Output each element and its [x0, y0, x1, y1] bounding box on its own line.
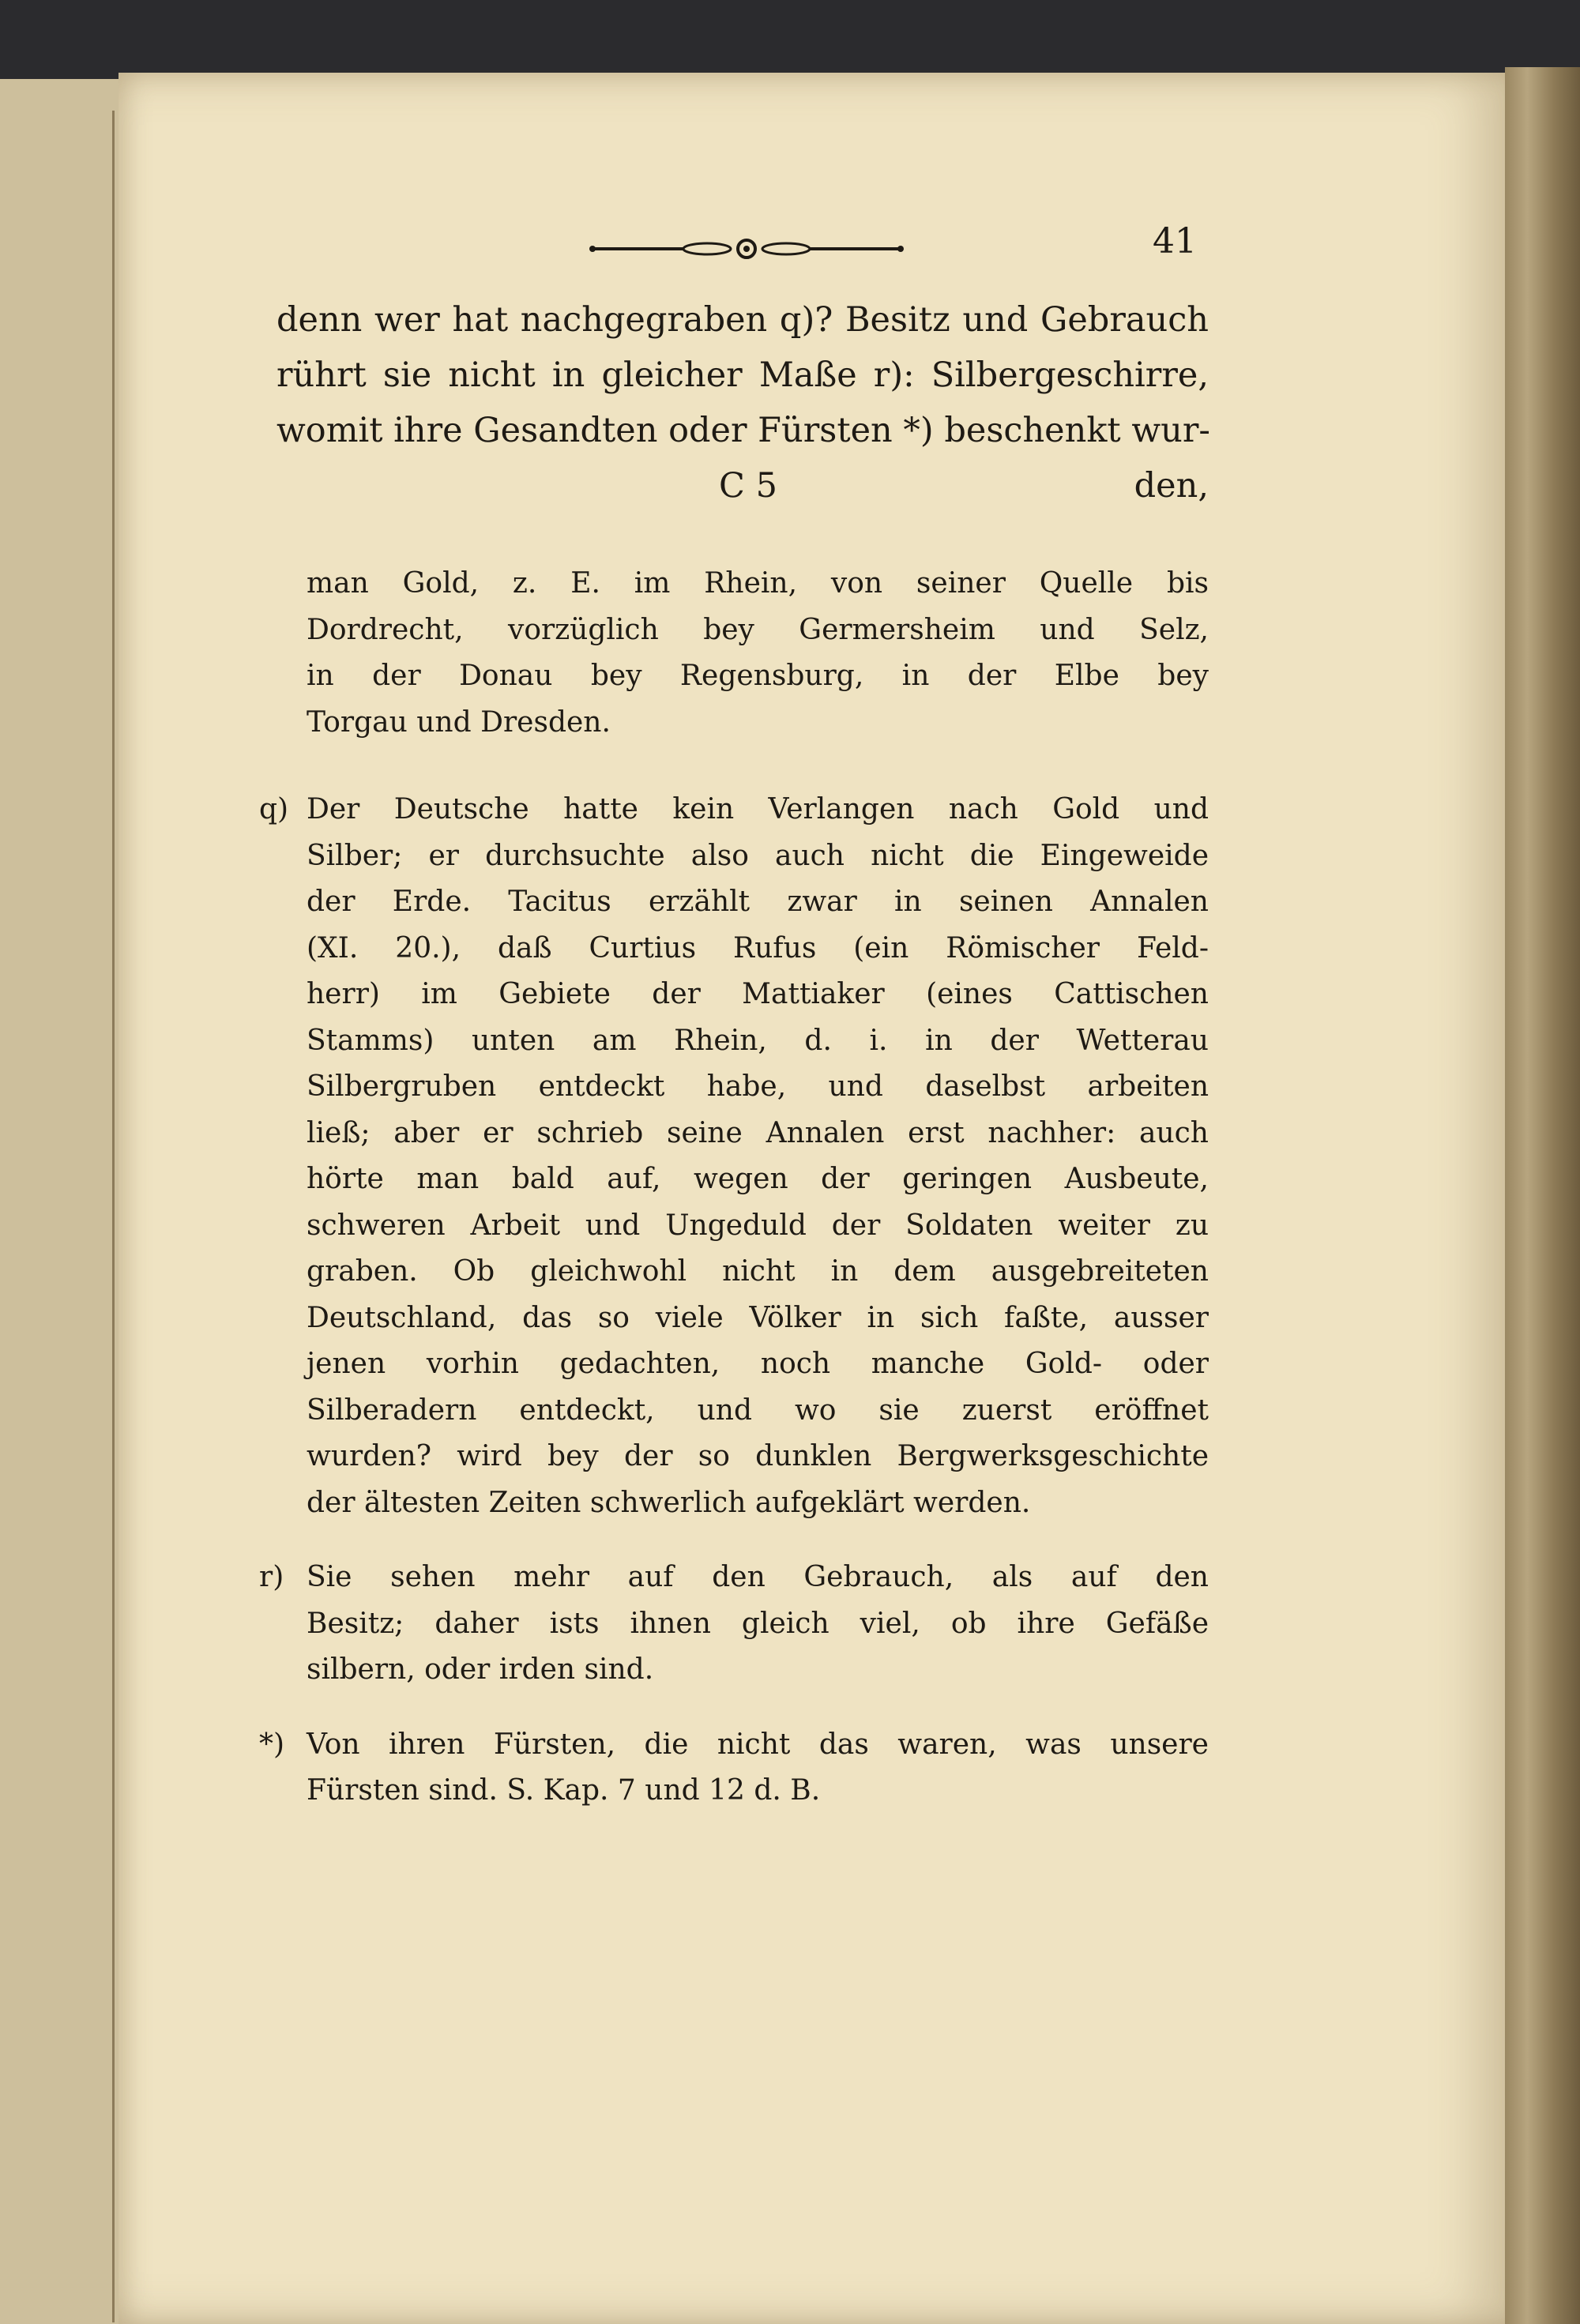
left-page-edge	[0, 79, 122, 2324]
footnote-line: ließ; aber er schrieb seine Annalen erst nachher: auch	[307, 1116, 1209, 1149]
footnote-line: silbern, oder irden sind.	[307, 1653, 654, 1686]
footnote-line: Stamms) unten am Rhein, d. i. in der Wetterau	[307, 1024, 1209, 1057]
footnote-line: herr) im Gebiete der Mattiaker (eines Cattischen	[307, 978, 1209, 1010]
footnote-line: Silberadern entdeckt, und wo sie zuerst eröffnet	[307, 1393, 1209, 1427]
footnote-continuation	[307, 561, 1209, 746]
main-text-line: womit ihre Gesandten oder Fürsten *) beschenkt wur-	[276, 411, 1210, 450]
footnote-marker: r)	[259, 1561, 284, 1593]
footnote-line: schweren Arbeit und Ungeduld der Soldaten weiter zu	[307, 1209, 1209, 1242]
footnote-line: man Gold, z. E. im Rhein, von seiner Quelle bis	[307, 567, 1209, 600]
footnote-line: jenen vorhin gedachten, noch manche Gold- oder	[307, 1348, 1209, 1380]
footnote-line: Der Deutsche hatte kein Verlangen nach Gold und	[307, 793, 1209, 825]
header-ornament	[589, 237, 905, 261]
footnote-q	[259, 787, 1209, 1526]
footnote-line: der ältesten Zeiten schwerlich aufgeklärt werden.	[307, 1486, 1031, 1519]
footnote-line: wurden? wird bey der so dunklen Bergwerksgeschichte	[307, 1440, 1209, 1472]
printer-signature: C 5	[719, 466, 777, 506]
footnote-line: in der Donau bey Regensburg, in der Elbe bey	[307, 660, 1209, 692]
page-block-edge	[1505, 67, 1580, 2324]
footnote-line: der Erde. Tacitus erzählt zwar in seinen Annalen	[307, 886, 1209, 918]
footnote-line: Fürsten sind. S. Kap. 7 und 12 d. B.	[307, 1774, 821, 1807]
footnote-line: Torgau und Dresden.	[307, 705, 611, 739]
main-text-line: rührt sie nicht in gleicher Maße r): Silbergeschirre,	[276, 355, 1209, 395]
footnote-line: Silbergruben entdeckt habe, und daselbst arbeiten	[307, 1070, 1209, 1103]
binding-gutter	[112, 111, 115, 2322]
footnote-line: Deutschland, das so viele Völker in sich faßte, ausser	[307, 1301, 1209, 1334]
main-text	[276, 292, 1209, 513]
footnotes	[259, 561, 1209, 1843]
footnote-asterisk	[259, 1722, 1209, 1814]
footnote-marker: q)	[259, 793, 289, 825]
footnote-line: graben. Ob gleichwohl nicht in dem ausgebreiteten	[307, 1255, 1209, 1288]
footnote-marker: *)	[259, 1728, 285, 1761]
footnote-line: Dordrecht, vorzüglich bey Germersheim und Selz,	[307, 613, 1209, 646]
main-text-line: denn wer hat nachgegraben q)? Besitz und Gebrauch	[276, 300, 1209, 340]
footnote-line: Besitz; daher ists ihnen gleich viel, ob ihre Gefäße	[307, 1607, 1209, 1640]
catchword: den,	[1134, 466, 1209, 506]
signature-line	[276, 458, 1209, 513]
footnote-line: (XI. 20.), daß Curtius Rufus (ein Römischer Feld-	[307, 931, 1209, 965]
footnote-line: Sie sehen mehr auf den Gebrauch, als auf den	[307, 1561, 1209, 1593]
footnote-r	[259, 1555, 1209, 1694]
page-number: 41	[1153, 221, 1197, 261]
footnote-line: Von ihren Fürsten, die nicht das waren, was unsere	[307, 1728, 1209, 1761]
page-header	[589, 221, 1197, 269]
footnote-line: hörte man bald auf, wegen der geringen Ausbeute,	[307, 1163, 1209, 1195]
footnote-line: Silber; er durchsuchte also auch nicht die Eingeweide	[307, 839, 1209, 872]
